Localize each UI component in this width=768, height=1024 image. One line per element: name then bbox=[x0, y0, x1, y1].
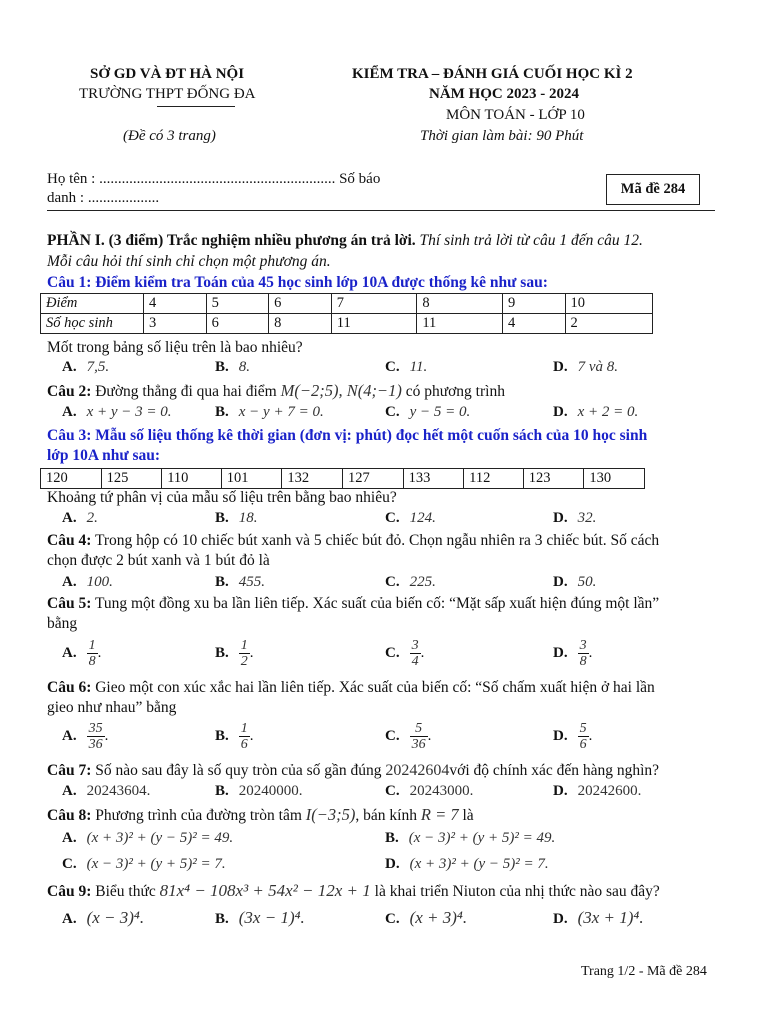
numerator: 35 bbox=[88, 721, 103, 736]
q9-option-a[interactable] bbox=[62, 908, 144, 928]
table-cell: 2 bbox=[565, 314, 652, 334]
q4-question-2: chọn được 2 bút xanh và 1 bút đỏ là bbox=[47, 552, 270, 569]
option-text: 20242600. bbox=[577, 783, 642, 799]
option-key: B. bbox=[215, 404, 229, 420]
table-cell: 127 bbox=[342, 469, 403, 489]
table-cell: 120 bbox=[41, 469, 102, 489]
q2-label: Câu 2: bbox=[47, 383, 92, 400]
q1-option-b[interactable] bbox=[215, 359, 250, 376]
table-cell: 11 bbox=[331, 314, 417, 334]
exam-subject: MÔN TOÁN - LỚP 10 bbox=[446, 107, 585, 123]
table-cell: 4 bbox=[144, 294, 207, 314]
q3-question: Khoảng tứ phân vị của mẫu số liệu trên bằng bao nhiêu? bbox=[47, 489, 397, 506]
option-text: 100. bbox=[86, 574, 113, 590]
q5-option-c[interactable]: C. $\frac{3}{4}$ . bbox=[385, 638, 425, 669]
school-underline bbox=[157, 106, 235, 107]
fraction bbox=[410, 721, 428, 752]
fraction bbox=[87, 638, 98, 669]
option-key: C. bbox=[385, 727, 400, 744]
q6-option-b[interactable]: B. $\frac{1}{6}$ . bbox=[215, 721, 254, 752]
q4-text: Trong hộp có 10 chiếc bút xanh và 5 chiếc bút đỏ. Chọn ngẫu nhiên ra 3 chiếc bút. Số cách bbox=[91, 532, 660, 549]
exam-code-box: Mã đề 284 bbox=[606, 174, 700, 205]
table-cell: 5 bbox=[206, 294, 269, 314]
q6-text: Gieo một con xúc xắc hai lần liên tiếp. Xác suất của biến cố: “Số chấm xuất hiện ở hai lần bbox=[91, 679, 655, 696]
q8-text-end: là bbox=[458, 807, 474, 824]
option-key: C. bbox=[385, 574, 400, 590]
q3-option-a[interactable] bbox=[62, 510, 98, 527]
table-row bbox=[41, 294, 653, 314]
fraction bbox=[239, 638, 250, 669]
option-text: y − 5 = 0. bbox=[409, 404, 471, 420]
option-text: x + y − 3 = 0. bbox=[86, 404, 172, 420]
divider bbox=[47, 210, 715, 211]
q8-label: Câu 8: bbox=[47, 807, 92, 824]
q9-option-b[interactable] bbox=[215, 908, 305, 928]
q7-label: Câu 7: bbox=[47, 762, 92, 779]
option-text: (x + 3)² + (y − 5)² = 49. bbox=[86, 830, 234, 846]
denominator: 36 bbox=[411, 737, 426, 752]
section-instruction: Thí sinh trả lời từ câu 1 đến câu 12. bbox=[415, 232, 643, 249]
q2-points: M(−2;5), N(4;−1) bbox=[280, 381, 402, 400]
q3-option-d[interactable] bbox=[553, 510, 596, 527]
q5-option-a[interactable]: A. $\frac{1}{8}$ . bbox=[62, 638, 102, 669]
option-text: x + 2 = 0. bbox=[577, 404, 639, 420]
q8-center: I(−3;5) bbox=[305, 805, 356, 824]
q8-text: Phương trình của đường tròn tâm bbox=[91, 807, 306, 824]
fraction bbox=[239, 721, 250, 752]
option-key: B. bbox=[215, 510, 229, 526]
q8-radius: R = 7 bbox=[420, 805, 459, 824]
q3-option-c[interactable] bbox=[385, 510, 436, 527]
option-key: A. bbox=[62, 830, 77, 846]
q9-question bbox=[47, 881, 660, 901]
option-key: B. bbox=[385, 830, 399, 846]
numerator: 5 bbox=[579, 721, 587, 736]
q6-option-c[interactable]: C. $\frac{5}{36}$ . bbox=[385, 721, 432, 752]
fraction bbox=[87, 721, 105, 752]
q8-option-c[interactable] bbox=[62, 856, 226, 873]
org-name: SỞ GD VÀ ĐT HÀ NỘI bbox=[90, 66, 245, 82]
option-key: D. bbox=[553, 574, 568, 590]
q5-question-2: bằng bbox=[47, 615, 78, 632]
q3-table bbox=[40, 468, 645, 489]
option-text: 7 và 8. bbox=[577, 359, 619, 375]
q7-option-a[interactable] bbox=[62, 783, 150, 800]
q5-option-b[interactable]: B. $\frac{1}{2}$ . bbox=[215, 638, 254, 669]
option-key: B. bbox=[215, 359, 229, 375]
q1-label: Câu 1: Điểm kiểm tra Toán của 45 học sinh lớp 10A được thống kê như sau: bbox=[47, 274, 548, 291]
option-key: C. bbox=[385, 404, 400, 420]
q5-label: Câu 5: bbox=[47, 595, 92, 612]
section-instruction-2: Mỗi câu hỏi thí sinh chỉ chọn một phương án. bbox=[47, 253, 331, 270]
option-text: 7,5. bbox=[86, 359, 110, 375]
option-key: C. bbox=[385, 359, 400, 375]
option-key: D. bbox=[553, 404, 568, 420]
q2-text-end: có phương trình bbox=[401, 383, 505, 400]
option-key: D. bbox=[385, 856, 400, 872]
student-name-line: Họ tên : ............................................................... Số báo bbox=[47, 171, 381, 187]
numerator: 5 bbox=[410, 721, 428, 737]
q6-option-a[interactable]: A. $\frac{35}{36}$ . bbox=[62, 721, 109, 752]
table-cell: 112 bbox=[464, 469, 524, 489]
q2-option-b[interactable] bbox=[215, 404, 324, 421]
q9-expression: 81x⁴ − 108x³ + 54x² − 12x + 1 bbox=[159, 881, 371, 900]
option-key: D. bbox=[553, 359, 568, 375]
option-key: B. bbox=[215, 644, 229, 661]
q2-text: Đường thẳng đi qua hai điểm bbox=[91, 383, 281, 400]
table-cell: 6 bbox=[269, 294, 332, 314]
q6-label: Câu 6: bbox=[47, 679, 92, 696]
option-key: D. bbox=[553, 727, 568, 744]
table-cell: 132 bbox=[282, 469, 343, 489]
q4-label: Câu 4: bbox=[47, 532, 92, 549]
table-cell: 6 bbox=[206, 314, 269, 334]
option-text: (3x − 1)⁴. bbox=[238, 908, 305, 927]
table-cell: 3 bbox=[144, 314, 207, 334]
numerator: 1 bbox=[240, 638, 248, 653]
page-footer: Trang 1/2 - Mã đề 284 bbox=[581, 964, 707, 979]
option-key: C. bbox=[385, 911, 400, 927]
option-key: A. bbox=[62, 644, 77, 661]
option-text: 18. bbox=[238, 510, 258, 526]
table-cell: 101 bbox=[221, 469, 282, 489]
exam-time: Thời gian làm bài: 90 Phút bbox=[420, 128, 584, 144]
q2-question bbox=[47, 381, 505, 401]
option-key: C. bbox=[385, 783, 400, 799]
option-text: 455. bbox=[238, 574, 266, 590]
q3-option-b[interactable] bbox=[215, 510, 258, 527]
school-name: TRƯỜNG THPT ĐỐNG ĐA bbox=[79, 86, 256, 102]
option-key: A. bbox=[62, 510, 77, 526]
q8-question bbox=[47, 805, 474, 825]
table-cell: 133 bbox=[403, 469, 464, 489]
table-cell: 9 bbox=[502, 294, 565, 314]
q7-text-end: với độ chính xác đến hàng nghìn? bbox=[449, 762, 660, 779]
option-key: B. bbox=[215, 911, 229, 927]
q4-question bbox=[47, 532, 659, 550]
q8-option-b[interactable] bbox=[385, 830, 555, 847]
option-text: 20243604. bbox=[86, 783, 151, 799]
q6-option-d[interactable]: D. $\frac{5}{6}$ . bbox=[553, 721, 593, 752]
q8-text-mid: , bán kính bbox=[355, 807, 421, 824]
option-text: 20240000. bbox=[238, 783, 303, 799]
q1-table bbox=[40, 293, 653, 334]
option-key: A. bbox=[62, 404, 77, 420]
q7-option-d[interactable] bbox=[553, 783, 641, 800]
option-text: 225. bbox=[409, 574, 436, 590]
q3-label-2: lớp 10A như sau: bbox=[47, 447, 161, 464]
option-key: D. bbox=[553, 510, 568, 526]
option-text: (3x + 1)⁴. bbox=[577, 908, 644, 927]
option-key: D. bbox=[553, 783, 568, 799]
q4-option-d[interactable] bbox=[553, 574, 596, 591]
option-key: A. bbox=[62, 911, 77, 927]
option-text: 124. bbox=[409, 510, 436, 526]
table-row bbox=[41, 314, 653, 334]
denominator: 6 bbox=[240, 737, 248, 752]
option-text: x − y + 7 = 0. bbox=[238, 404, 324, 420]
q2-option-c[interactable] bbox=[385, 404, 470, 421]
option-key: C. bbox=[62, 856, 77, 872]
table-cell: 10 bbox=[565, 294, 652, 314]
q5-question bbox=[47, 595, 659, 613]
option-text: (x − 3)⁴. bbox=[86, 908, 145, 927]
table-cell: 4 bbox=[502, 314, 565, 334]
table-cell: 130 bbox=[584, 469, 645, 489]
exam-year: NĂM HỌC 2023 - 2024 bbox=[429, 86, 579, 102]
q2-option-a[interactable] bbox=[62, 404, 172, 421]
option-key: B. bbox=[215, 727, 229, 744]
section-title: PHẦN I. (3 điểm) Trắc nghiệm nhiều phương án trả lời. bbox=[47, 232, 416, 249]
option-text: 2. bbox=[86, 510, 98, 526]
denominator: 36 bbox=[88, 737, 103, 752]
denominator: 6 bbox=[579, 737, 587, 752]
table-cell: 7 bbox=[331, 294, 417, 314]
q1-question: Mốt trong bảng số liệu trên là bao nhiêu? bbox=[47, 339, 303, 356]
numerator: 3 bbox=[579, 638, 587, 653]
numerator: 1 bbox=[240, 721, 248, 736]
numerator: 1 bbox=[88, 638, 96, 653]
denominator: 8 bbox=[579, 654, 587, 669]
table-cell: 123 bbox=[523, 469, 584, 489]
q4-option-b[interactable] bbox=[215, 574, 265, 591]
q1-option-c[interactable] bbox=[385, 359, 427, 376]
table-cell: 125 bbox=[101, 469, 162, 489]
student-id-line: danh : ................... bbox=[47, 190, 160, 206]
q5-option-d[interactable]: D. $\frac{3}{8}$ . bbox=[553, 638, 593, 669]
table-cell: 8 bbox=[269, 314, 332, 334]
table-cell: 11 bbox=[417, 314, 503, 334]
table-cell: Số học sinh bbox=[41, 314, 144, 334]
exam-title: KIỂM TRA – ĐÁNH GIÁ CUỐI HỌC KÌ 2 bbox=[352, 66, 633, 82]
option-text: (x + 3)² + (y − 5)² = 7. bbox=[409, 856, 549, 872]
q9-option-d[interactable] bbox=[553, 908, 644, 928]
q7-option-c[interactable] bbox=[385, 783, 473, 800]
q1-option-d[interactable] bbox=[553, 359, 618, 376]
fraction bbox=[578, 638, 589, 669]
option-key: A. bbox=[62, 783, 77, 799]
option-text: 8. bbox=[238, 359, 251, 375]
option-text: 32. bbox=[577, 510, 597, 526]
q8-option-d[interactable] bbox=[385, 856, 549, 873]
option-text: 11. bbox=[409, 359, 428, 375]
fraction bbox=[410, 638, 421, 669]
option-text: (x − 3)² + (y + 5)² = 7. bbox=[86, 856, 226, 872]
option-text: (x − 3)² + (y + 5)² = 49. bbox=[408, 830, 556, 846]
table-cell: 110 bbox=[162, 469, 222, 489]
q9-label: Câu 9: bbox=[47, 883, 92, 900]
option-key: D. bbox=[553, 911, 568, 927]
denominator: 2 bbox=[240, 654, 248, 669]
option-key: A. bbox=[62, 574, 77, 590]
q9-text: Biểu thức bbox=[91, 883, 160, 900]
section-heading bbox=[47, 232, 643, 250]
denominator: 4 bbox=[411, 654, 419, 669]
page-count: (Đề có 3 trang) bbox=[123, 128, 216, 144]
q9-option-c[interactable] bbox=[385, 908, 467, 928]
option-text: (x + 3)⁴. bbox=[409, 908, 468, 927]
option-key: A. bbox=[62, 727, 77, 744]
q9-text-end: là khai triển Niuton của nhị thức nào sau đây? bbox=[370, 883, 660, 900]
q6-question-2: gieo như nhau” bằng bbox=[47, 699, 177, 716]
fraction bbox=[578, 721, 589, 752]
option-key: B. bbox=[215, 574, 229, 590]
q2-option-d[interactable] bbox=[553, 404, 638, 421]
option-key: D. bbox=[553, 644, 568, 661]
q7-number: 20242604 bbox=[385, 762, 450, 779]
q8-option-a[interactable] bbox=[62, 830, 233, 847]
q7-question bbox=[47, 762, 659, 780]
q7-option-b[interactable] bbox=[215, 783, 303, 800]
q6-question bbox=[47, 679, 655, 697]
option-key: B. bbox=[215, 783, 229, 799]
q4-option-a[interactable] bbox=[62, 574, 113, 591]
q5-text: Tung một đồng xu ba lần liên tiếp. Xác suất của biến cố: “Mặt sấp xuất hiện đúng một lần” bbox=[91, 595, 660, 612]
denominator: 8 bbox=[88, 654, 96, 669]
option-key: C. bbox=[385, 644, 400, 661]
numerator: 3 bbox=[411, 638, 419, 653]
option-key: A. bbox=[62, 359, 77, 375]
table-cell: Điểm bbox=[41, 294, 144, 314]
option-key: C. bbox=[385, 510, 400, 526]
q1-option-a[interactable] bbox=[62, 359, 109, 376]
table-row bbox=[41, 469, 645, 489]
q4-option-c[interactable] bbox=[385, 574, 436, 591]
table-cell: 8 bbox=[417, 294, 503, 314]
option-text: 50. bbox=[577, 574, 597, 590]
q7-text: Số nào sau đây là số quy tròn của số gần đúng bbox=[91, 762, 386, 779]
q3-label: Câu 3: Mẫu số liệu thống kê thời gian (đơn vị: phút) đọc hết một cuốn sách của 10 học sinh bbox=[47, 427, 648, 444]
option-text: 20243000. bbox=[409, 783, 474, 799]
